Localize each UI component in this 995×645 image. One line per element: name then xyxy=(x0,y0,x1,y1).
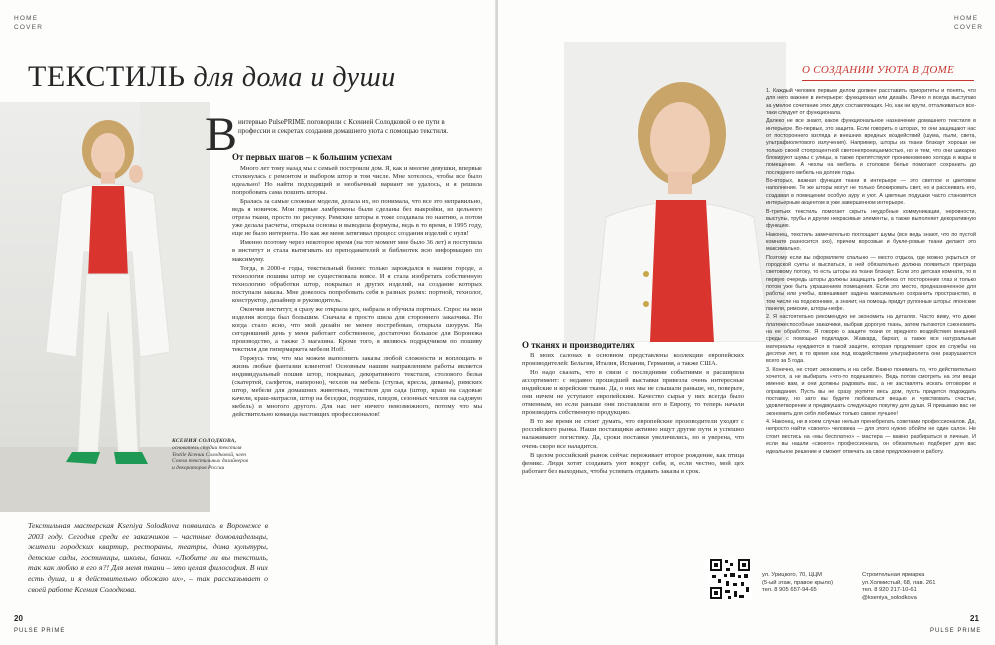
paragraph: Много лет тому назад мы с семьей построили дом. Я, как и многие девушки, впервые столкнулась с ремонтом и выбором штор в том числе. Мне хотелось, чтобы все было идеально! Но найти подходящий и необычный вариант не удалось, и я решила попробовать сама пошить шторы. xyxy=(232,165,482,197)
advice-item: 4. Наконец, ни в коем случае нельзя пренебрегать советами профессионалов. Да, непросто найти «своего» человека — для этого нужно обойти не один салон. Не стоит вестись на «мы бесплатно» – мастера — важно разбираться в личные. И если вы нашли «своего» профессионала, он обязательно подберет для вас идеальное решение и сможет отвечать за свои предложения и работу. xyxy=(766,419,976,455)
magazine-name: PULSE PRIME xyxy=(930,628,982,634)
section-label xyxy=(954,14,983,32)
photo-caption xyxy=(172,438,248,472)
woman-portrait-illustration xyxy=(564,42,786,342)
magazine-name: PULSE PRIME xyxy=(14,628,66,634)
social-handle[interactable]: @kseniya_solodkova xyxy=(862,594,917,601)
section-label xyxy=(14,14,43,32)
advice-item: 3. Конечно, не стоит экономить и на себе. Важно понимать то, что действительно хочется, а не выбирать «что-то подешевле». Ведь потом смотреть на эти вещи именно вам, и они должны радовать вас, а не заставлять искать отговорки и оправдания. Пусть вы не сразу укупите весь дом, пусть придется подождать поставку, но зато вы будете любоваться вещью и чувствовать счастье, удовлетворение и предвкушать следующую покупку для души. Я призываю вас не экономить для себя любимых только самое лучшее! xyxy=(766,366,976,417)
right-page xyxy=(498,0,995,645)
advice-item: Во-вторых, важная функция ткани в интерьере — это светлое и цветовое наполнение. Те же шторы могут не только блокировать свет, но и рассеивать его, создавая в помещении особую ауру и уют. А цветные подушки часто становятся интерьерным акцентом в уже завершенном интерьере. xyxy=(766,178,976,207)
page-number: 20 xyxy=(14,614,23,623)
section-home: HOME xyxy=(954,15,979,22)
advice-item: Наконец, текстиль замечательно поглощает шумы (все ведь знают, что по пустой комнате разносится эхо), причем ворсовые и букле-ровые ткани делают это максимально. xyxy=(766,231,976,253)
advice-item: Поэтому если вы оформляете спальню — место отдыха, где можно укрыться от городской суеты и выспаться, в ней обязательно должна появиться преграда световому потоку, то есть шторы из ткани блэкаут. Если это детская комната, то в первую очередь шторы должны защищать ребенка от посторонних глаз и только потом уже быть украшением помещения. Если это место, предназначенное для работы или учебы, взвешивает задача максимально сохранить пространство, в том числе на подоконнике, а значит, на помощь придут рулонные шторы: японские панели, римские, шторы-нефе. xyxy=(766,254,976,312)
paragraph: Но надо сказать, что в связи с последними событиями я расширила ассортимент: с недавно прошедшей выставки привезла очень интересные индийские и корейские ткани. Да, о них мы не слышали раньше, но, поверьте, они ничем не уступают европейским. Качество сырья у них всегда было отменным, но если раньше они поставляли его в Европу, то теперь начали производить собственную продукцию. xyxy=(522,369,744,417)
phone-line[interactable]: тел. 8 905 657-94-65 xyxy=(762,587,817,594)
address-line: ул.Холмистый, 68, пав. 261 xyxy=(862,579,936,586)
phone-line[interactable]: тел. 8 920 217-10-61 xyxy=(862,587,917,594)
address-line: Строительная ярмарка xyxy=(862,572,925,578)
contact-block-2 xyxy=(862,572,935,602)
sidebar-heading: О СОЗДАНИИ УЮТА В ДОМЕ xyxy=(802,64,955,76)
page-number: 21 xyxy=(970,614,979,623)
section-home: HOME xyxy=(14,15,39,22)
paragraph: Бралась за самые сложные модели, делала их, но понимала, что все это неправильно, ведь я новичок. Мои первые ламбрекены были сделаны без выкройки, из цельного отреза ткани, просто по рисунку. Римские шторы я тоже создавала по наитию, а потом уже делала расчеты, открыла основы и выводила формулы, ведь в то время, в 1995 году, еще не было интернета. Но как же меня затягивал процесс создания изделий с нуля! xyxy=(232,198,482,238)
lead-quote: Текстильная мастерская Kseniya Solodkova появилась в Воронеже в 2003 году. Сегодня среди ее заказчиков – частные домовладельцы, жители городских квартир, рестораны, театры, дома культуры, детские сады, гостиницы, школы, банки. «Любите ли вы текстиль, так как люблю я его я?! Для меня ткани – это целая философия. В них есть душа, и я действительно обожаю их», – так рассказывает о своей работе Ксения Солодкова. xyxy=(28,521,268,594)
advice-list xyxy=(766,88,976,457)
advice-item: Далеко не все знают, какое функциональное назначение домашнего текстиля в интерьере. Во-первых, это защита. Если говорить о шторах, то они защищают нас от постороннего взгляда и внешних вредных воздействий (шума, пыли, света, ультрафиолетового излучения). Например, шторы из ткани блэкаут хороши не только своей стопроцентной светонепроницаемостью, но и тем, что они шикарно блокируют шумы с улицы, а также препятствуют проникновению холода и жары в помещение. А чехлы на мебель и столовое белье помогают сохранить до последнего мебель на долгие годы. xyxy=(766,118,976,176)
paragraph: Окончив институт, я сразу же открыла цех, набрала и обучила портных. Спрос на мои изделия всегда был большим. Сначала я просто шила для стороннего заказчика. Но когда стало ясно, что мой дизайн не менее востребован, открыла шоурум. На сегодняшний день у меня работает собственное, достаточно большое для Воронежа производство, а также 3 магазина. Кроме того, я являюсь подрядчиком по пошиву текстиля для гипермаркета мебели Hoff. xyxy=(232,305,482,354)
article-title xyxy=(28,60,396,94)
paragraph: В моих салонах в основном представлены коллекции европейских производителей: Бельгия, Италия, Испания, Германия, а также США. xyxy=(522,352,744,368)
subheading-first-steps: От первых шагов – к большим успехам xyxy=(232,152,392,162)
address-line: (5-ый этаж, правое крыло) xyxy=(762,579,834,586)
advice-item: 1. Каждый человек первым делом должен расставить приоритеты и понять, что для него важнее в интерьере: функционал или дизайн. Лично я всегда выступаю за умелое сочетание этих двух составляющих. Но, как ни крути, отталкиваться все-таки следует от функционала. xyxy=(766,88,976,117)
portrait-photo-closeup xyxy=(564,42,786,342)
advice-item: В-третьих текстиль помогает скрыть неудобные коммуникации, неровности, выступы, трубы и другие некрасивые элементы, а также выполняет декоративную функцию. xyxy=(766,208,976,230)
section-cover: COVER xyxy=(954,24,984,31)
address-line: ул. Урицкого, 70, ЦЦМ xyxy=(762,572,822,578)
drop-cap: В xyxy=(205,108,238,161)
caption-text: основатель студии текстиля Textile Ксении Солодковой, член Союза текстильных дизайнеров и декораторов России xyxy=(172,444,248,472)
paragraph: В то же время не стоит думать, что европейские производители уходят с российского рынка. Наши поставщики активно ищут другие пути и успешно налаживают логистику. Да, сроки поставки увеличились, но я уверена, что очень скоро все наладится. xyxy=(522,418,744,450)
caption-name: КСЕНИЯ СОЛОДКОВА, xyxy=(172,438,237,444)
title-rest: для дома и души xyxy=(193,62,396,93)
title-caps: ТЕКСТИЛЬ xyxy=(28,60,186,93)
paragraph: В целом российский рынок сейчас переживает второе рождение, как птица феникс. Люди хотят создавать уют вокруг себя, и, если честно, мой цех работает без выходных, чтобы успевать отдавать заказы в срок. xyxy=(522,451,744,475)
text-column-1 xyxy=(232,165,482,420)
heading-rule xyxy=(802,80,974,81)
section-cover: COVER xyxy=(14,24,44,31)
paragraph: Именно поэтому через некоторое время (на тот момент мне было 36 лет) я поступила в институт и стала вытягивать из преподавателей и библиотек всю информацию по максимуму. xyxy=(232,239,482,263)
left-page xyxy=(0,0,496,645)
advice-item: 2. Я настоятельно рекомендую не экономить на деталях. Часто вижу, что даже платежеспособные заказчики, выбрав дорогую ткань, затем пытаются сэкономить на ее обработке. Я говорю о защите ткани от вредного воздействия внешней среды с помощью подкладки. Жаккард, бархат, а также все натуральные материалы нуждаются в такой защите, которая продлевает срок их службы на десятки лет, в то время как под воздействием ультрафиолета они разрушаются всего за 5 года. xyxy=(766,314,976,365)
text-column-2 xyxy=(522,352,744,477)
paragraph: Горжусь тем, что мы можем выполнить заказы любой сложности и воплощать в жизнь любые фантазии клиентов! Основным нашим направлением работы является индивидуальный пошив штор, покрывал, декоративного текстиля, столового белья (скатертей, салфеток, напероно), чехлов на мебель (стулья, кресла, диваны), римских штор, мебели для домашних животных, текстиля для сада (штор, краш на садовые качели, краш-матрасов, штор на беседки, подушек, пледов, сезонных чехлов на садовую мебель) и многого другого. Для нас нет ничего невозможного, потому что мы действительно команда настоящих профессионалов! xyxy=(232,355,482,419)
contact-block-1 xyxy=(762,572,833,595)
article-intro: интервью PulsePRIME поговорили с Ксенией Солодковой о ее пути в профессии и секретах создания домашнего уюта с помощью текстиля. xyxy=(238,118,449,135)
qr-code-icon[interactable] xyxy=(708,557,752,601)
subheading-fabrics: О тканях и производителях xyxy=(522,340,635,350)
paragraph: Тогда, в 2000-е годы, текстильный бизнес только зарождался в нашем городе, а технология пошива штор не существовала вовсе. И я стала изобретать собственную технологию обработки штор, покрывал и других изделий, на создание которых поступали заказы. Мне довелось попробовать себя в разных ролях: портной, технолог, конструктор, дизайнер и руководитель. xyxy=(232,264,482,304)
